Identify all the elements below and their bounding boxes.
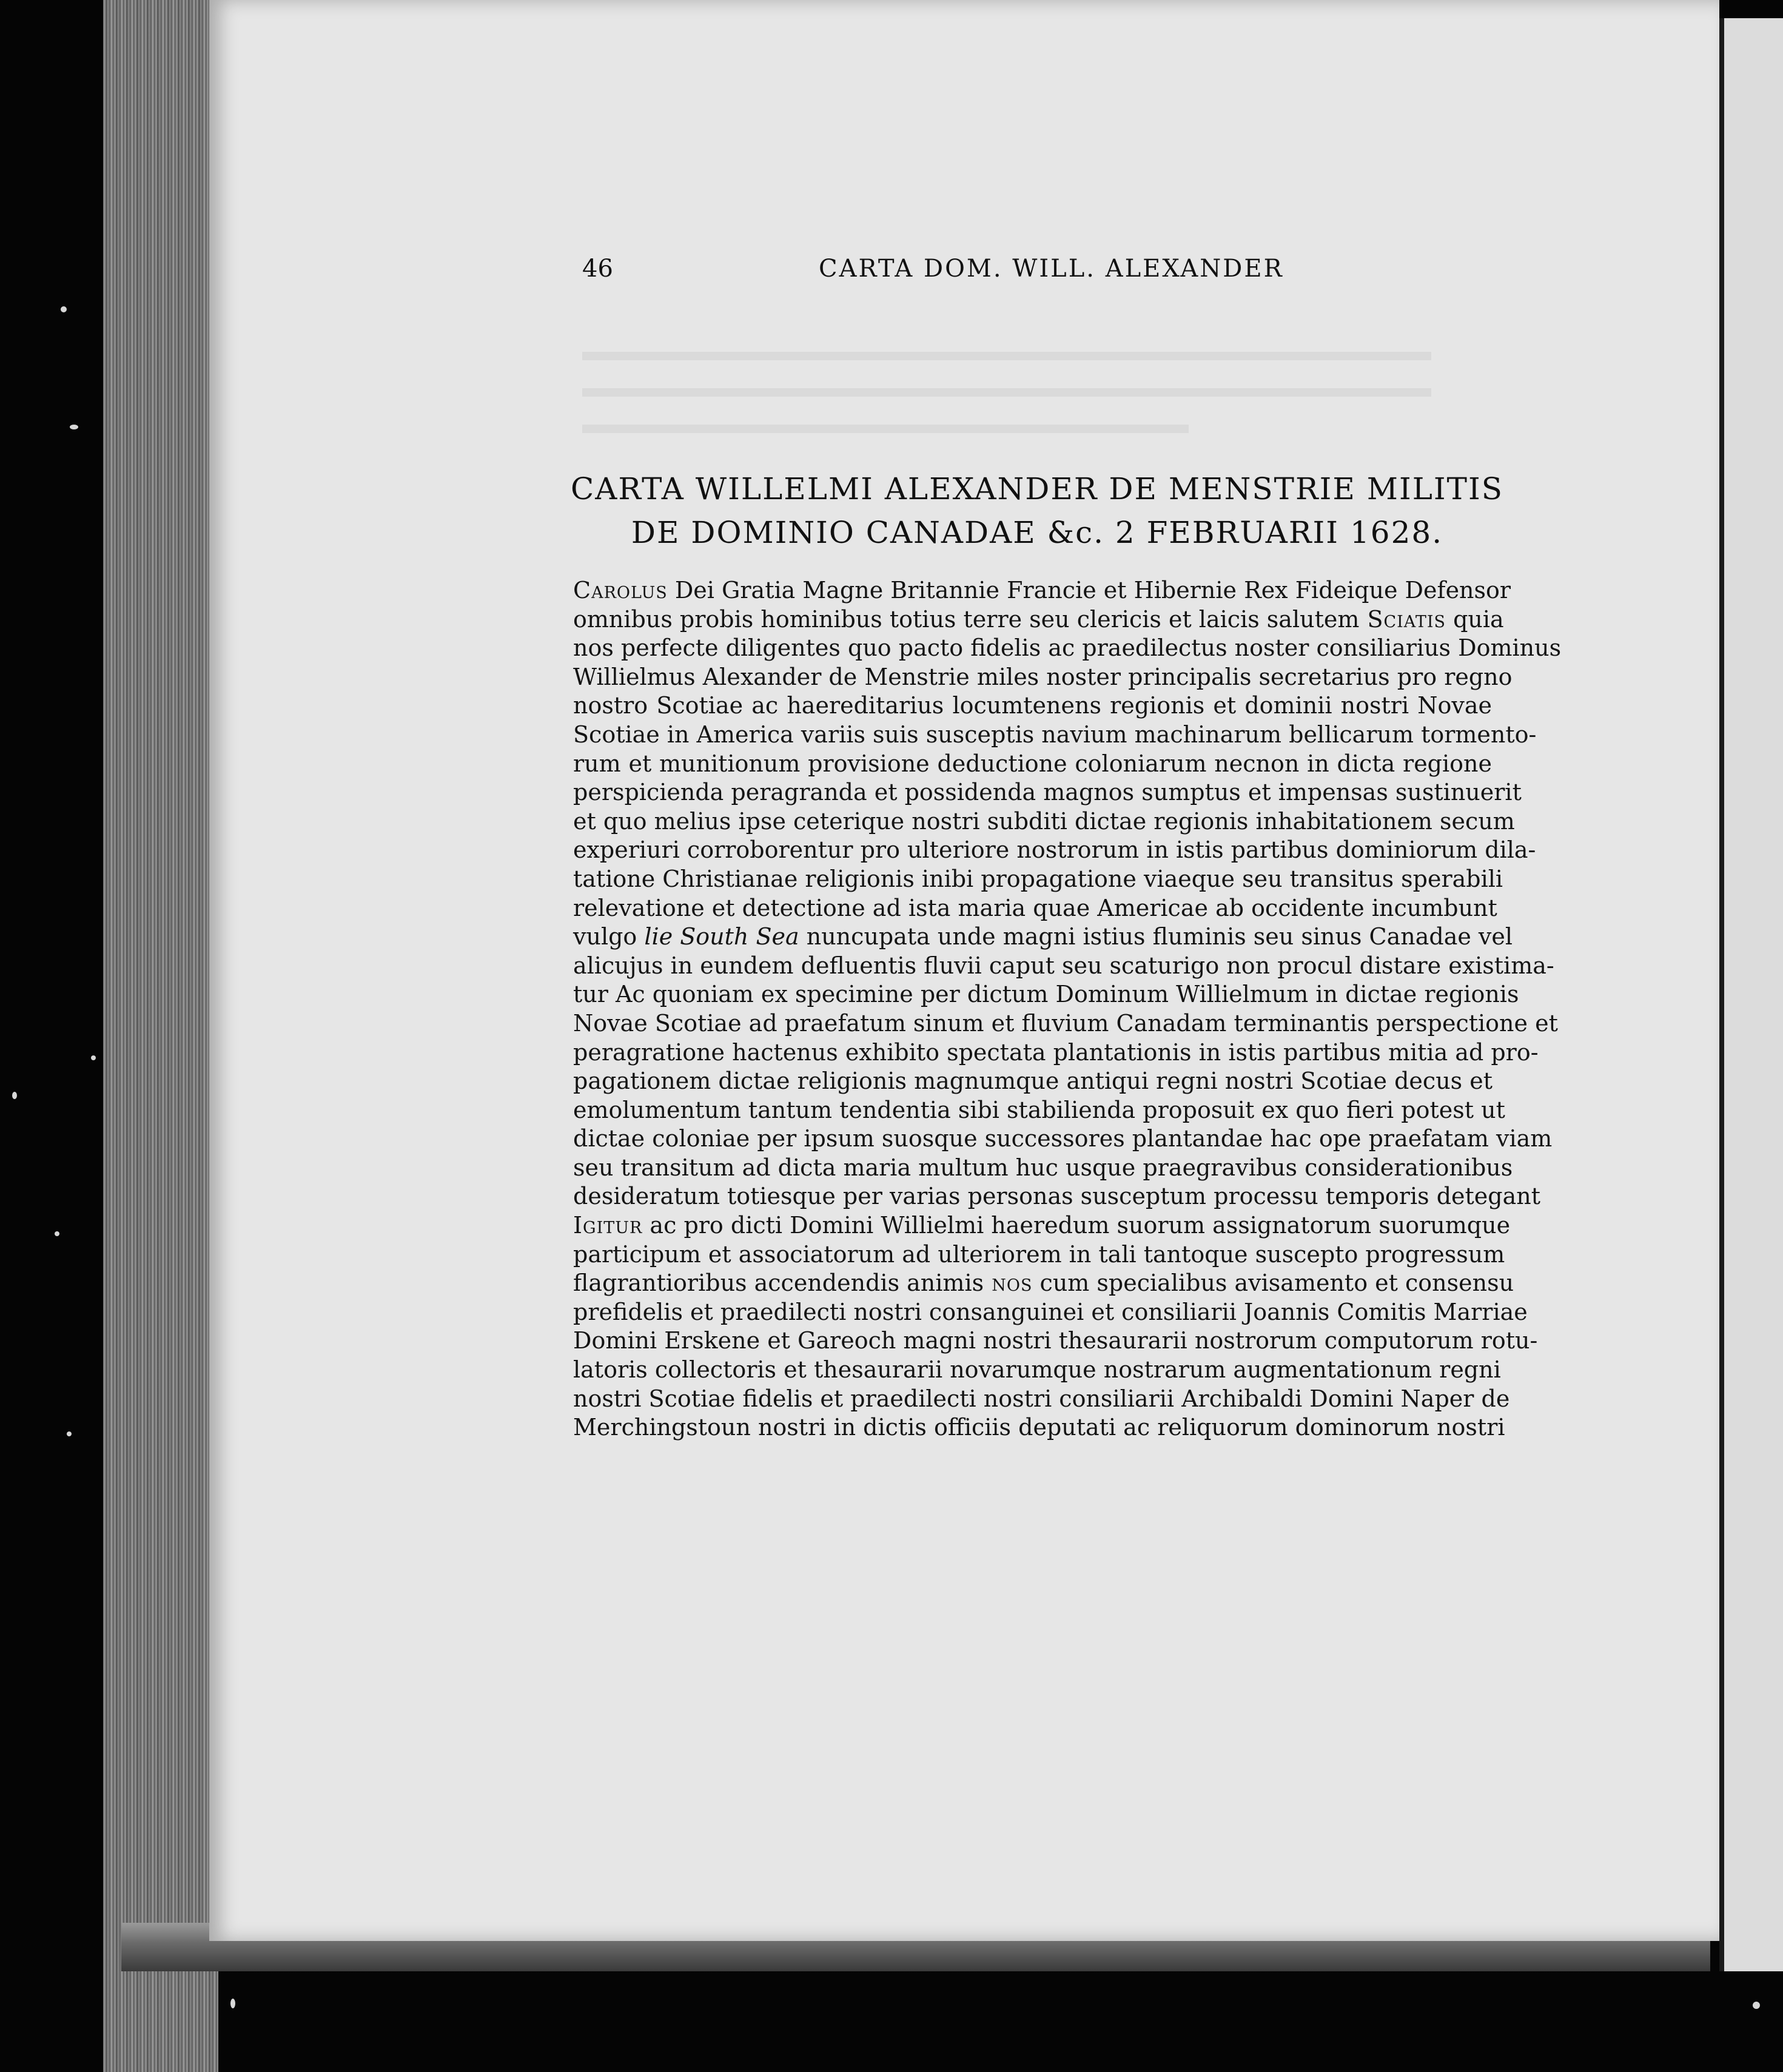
small-caps-word: Igitur: [573, 1212, 643, 1239]
text-line: Willielmus Alexander de Menstrie miles noster principalis secretarius pro regno: [573, 663, 1513, 690]
show-through-line: [582, 352, 1431, 360]
charter-heading: [570, 467, 1504, 554]
text-line: Igitur ac pro dicti Domini Willielmi haeredum suorum assignatorum suorumque: [573, 1212, 1511, 1239]
text-line: omnibus probis hominibus totius terre seu clericis et laicis salutem Sciatis quia: [573, 605, 1504, 633]
text-line: participum et associatorum ad ulteriorem in tali tantoque suscepto progressum: [573, 1240, 1505, 1268]
facing-page-edge: [1719, 18, 1783, 1971]
text-line: Merchingstoun nostri in dictis officiis deputati ac reliquorum dominorum nostri: [573, 1414, 1505, 1441]
italic-phrase: lie South Sea: [644, 923, 799, 950]
text-line: desideratum totiesque per varias personas susceptum processu temporis detegant: [573, 1183, 1540, 1210]
text-line: Novae Scotiae ad praefatum sinum et fluvium Canadam terminantis perspectione et: [573, 1009, 1558, 1037]
charter-text: [573, 576, 1562, 1442]
small-caps-word: Sciatis: [1359, 605, 1446, 633]
text-line: seu transitum ad dicta maria multum huc usque praegravibus considerationibus: [573, 1154, 1513, 1181]
text-line: dictae coloniae per ipsum suosque successores plantandae hac ope praefatam viam: [573, 1125, 1553, 1152]
text-line: relevatione et detectione ad ista maria quae Americae ab occidente incumbunt: [573, 894, 1497, 921]
heading-line-1: CARTA WILLELMI ALEXANDER DE MENSTRIE MILITIS: [570, 471, 1504, 506]
text-line: experiuri corroborentur pro ulteriore nostrorum in istis partibus dominiorum dila-: [573, 836, 1536, 864]
film-speck: [12, 1092, 17, 1099]
text-line: et quo melius ipse ceterique nostri subditi dictae regionis inhabitationem secum: [573, 807, 1515, 835]
text-line: rum et munitionum provisione deductione coloniarum necnon in dicta regione: [573, 750, 1492, 777]
text-line: nos perfecte diligentes quo pacto fidelis ac praedilectus noster consiliarius Dominus: [573, 634, 1562, 662]
text-line: tatione Christianae religionis inibi propagatione viaeque seu transitus sperabili: [573, 865, 1503, 892]
book-fore-edge: [103, 0, 218, 2072]
heading-line-2: DE DOMINIO CANADAE &c. 2 FEBRUARII 1628.: [631, 515, 1443, 550]
text-line: latoris collectoris et thesaurarii novarumque nostrarum augmentationum regni: [573, 1356, 1501, 1384]
text-line: Domini Erskene et Gareoch magni nostri thesaurarii nostrorum computorum rotu-: [573, 1327, 1538, 1354]
film-speck: [55, 1231, 59, 1236]
running-title: CARTA DOM. WILL. ALEXANDER: [819, 255, 1284, 283]
text-line: emolumentum tantum tendentia sibi stabilienda proposuit ex quo fieri potest ut: [573, 1096, 1505, 1123]
running-head: [582, 255, 1286, 291]
small-caps-word: nos: [984, 1270, 1033, 1297]
text-line: peragratione hactenus exhibito spectata plantationis in istis partibus mitia ad pro-: [573, 1038, 1539, 1066]
film-speck: [1753, 2002, 1760, 2009]
text-line: flagrantioribus accendendis animis nos cum specialibus avisamento et consensu: [573, 1270, 1514, 1297]
show-through-line: [582, 425, 1189, 433]
film-speck: [67, 1431, 72, 1436]
text-line: perspicienda peragranda et possidenda magnos sumptus et impensas sustinuerit: [573, 779, 1522, 806]
page-number: 46: [582, 255, 613, 283]
text-line: Carolus Dei Gratia Magne Britannie Francie et Hibernie Rex Fideique Defensor: [573, 577, 1511, 604]
film-speck: [91, 1055, 96, 1060]
text-line: nostri Scotiae fidelis et praedilecti nostri consiliarii Archibaldi Domini Naper de: [573, 1385, 1510, 1412]
small-caps-word: Carolus: [573, 577, 668, 604]
text-line: Scotiae in America variis suis susceptis navium machinarum bellicarum tormento-: [573, 721, 1537, 748]
film-speck: [70, 425, 78, 429]
text-line: vulgo lie South Sea nuncupata unde magni istius fluminis seu sinus Canadae vel: [573, 923, 1513, 950]
text-line: alicujus in eundem defluentis fluvii caput seu scaturigo non procul distare existima-: [573, 952, 1554, 979]
text-line: nostro Scotiae ac haereditarius locumtenens regionis et dominii nostri Novae: [573, 692, 1492, 719]
text-line: prefidelis et praedilecti nostri consanguinei et consiliarii Joannis Comitis Marriae: [573, 1298, 1528, 1325]
film-speck: [61, 306, 67, 312]
text-line: tur Ac quoniam ex specimine per dictum Dominum Willielmum in dictae regionis: [573, 981, 1519, 1008]
show-through-line: [582, 388, 1431, 397]
film-speck: [230, 1999, 235, 2008]
text-line: pagationem dictae religionis magnumque antiqui regni nostri Scotiae decus et: [573, 1068, 1493, 1095]
